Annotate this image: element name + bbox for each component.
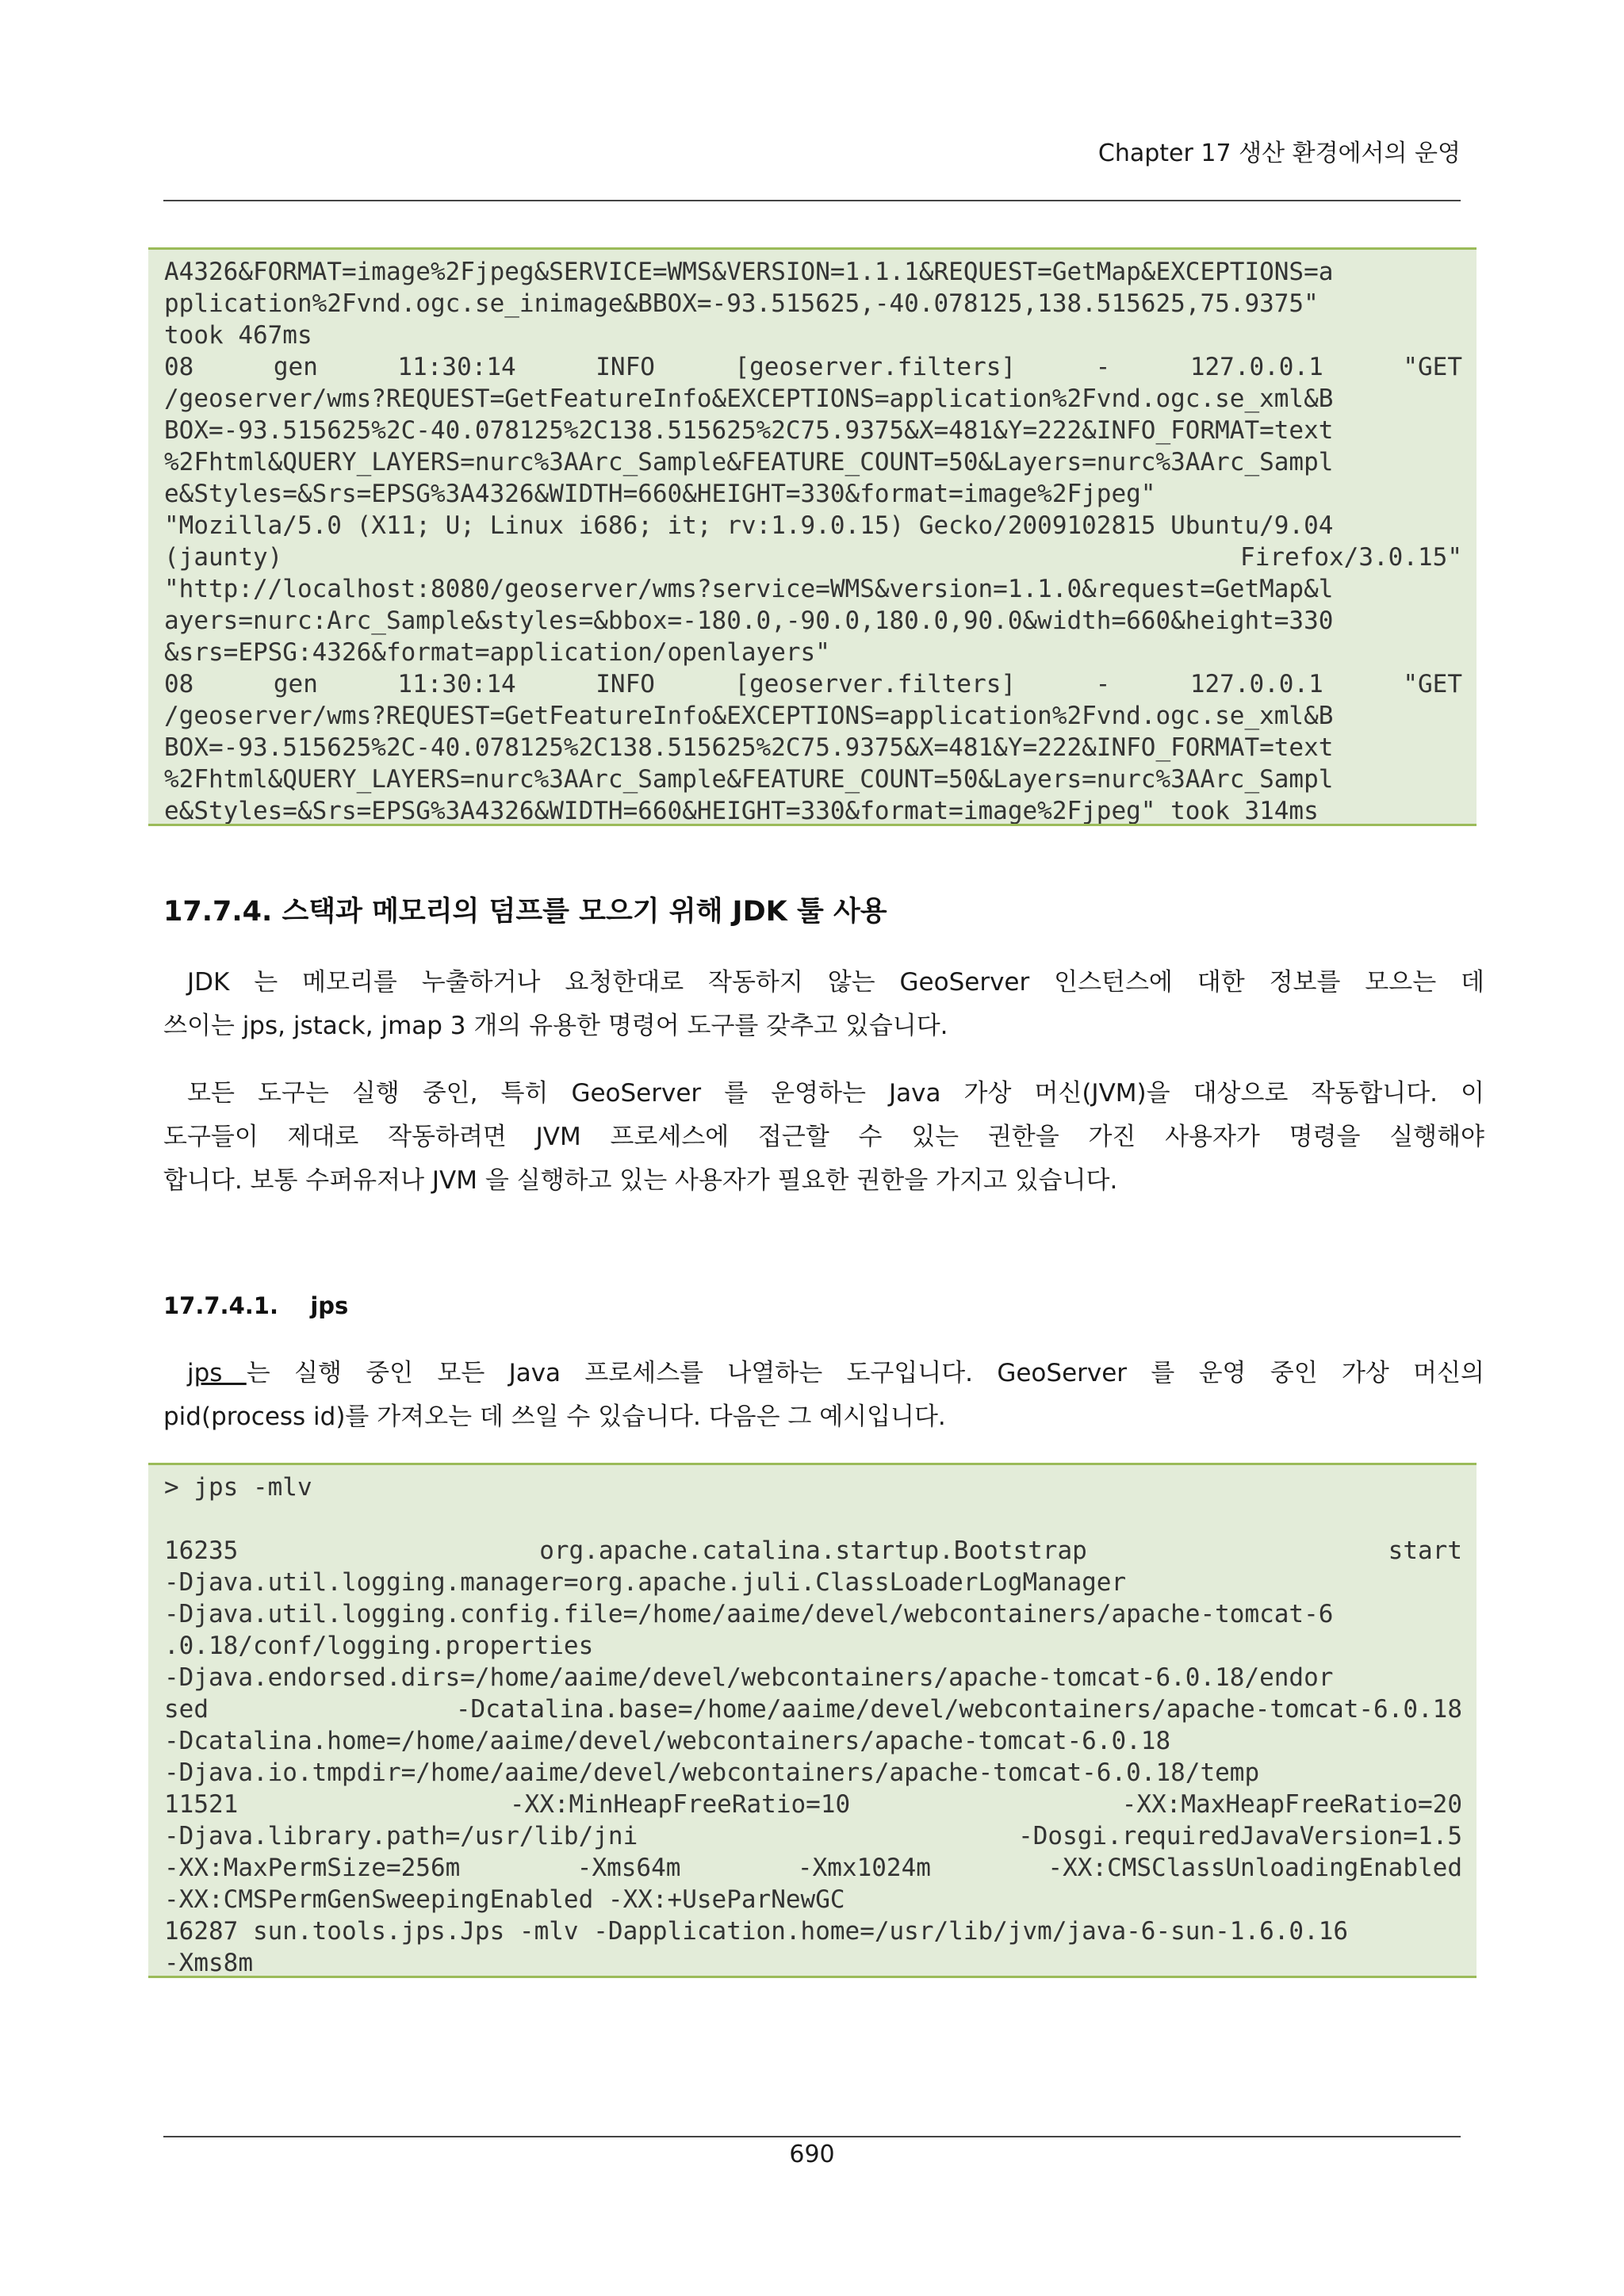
code-line: /geoserver/wms?REQUEST=GetFeatureInfo&EXCEPTIONS=application%2Fvnd.ogc.se_xml&B <box>164 702 1334 730</box>
code-line: -Xms8m <box>164 1949 253 1977</box>
jps-paragraph-text: 는 실행 중인 모든 Java 프로세스를 나열하는 도구입니다. GeoServer 를 운영 중인 가상 머신의 <box>246 1359 1485 1387</box>
code-line: %2Fhtml&QUERY_LAYERS=nurc%3AArc_Sample&FEATURE_COUNT=50&Layers=nurc%3AArc_Sampl <box>164 765 1334 794</box>
code-line <box>164 1503 1462 1535</box>
code-line: "Mozilla/5.0 (X11; U; Linux i686; it; rv:1.9.0.15) Gecko/2009102815 Ubuntu/9.04 <box>164 511 1334 540</box>
code-line: e&Styles=&Srs=EPSG%3A4326&WIDTH=660&HEIGHT=330&format=image%2Fjpeg" <box>164 480 1156 508</box>
paragraph-line: 모든 도구는 실행 중인, 특히 GeoServer 를 운영하는 Java 가상 머신(JVM)을 대상으로 작동합니다. 이 <box>187 1079 1484 1108</box>
running-header: Chapter 17 생산 환경에서의 운영 <box>1097 140 1461 167</box>
code-line: "http://localhost:8080/geoserver/wms?service=WMS&version=1.1.0&request=GetMap&l <box>164 575 1334 603</box>
code-line: -Djava.util.logging.manager=org.apache.juli.ClassLoaderLogManager <box>164 1568 1127 1597</box>
paragraph-line: 쓰이는 jps, jstack, jmap 3 개의 유용한 명령어 도구를 갖추고 있습니다. <box>163 1012 948 1040</box>
code-line: -Djava.util.logging.config.file=/home/aaime/devel/webcontainers/apache-tomcat-6 <box>164 1600 1334 1628</box>
subsection-heading: 17.7.4.1. jps <box>163 1292 349 1319</box>
code-line: /geoserver/wms?REQUEST=GetFeatureInfo&EXCEPTIONS=application%2Fvnd.ogc.se_xml&B <box>164 385 1334 413</box>
code-line: ayers=nurc:Arc_Sample&styles=&bbox=-180.0,-90.0,180.0,90.0&width=660&height=330 <box>164 607 1334 635</box>
header-rule <box>163 200 1461 201</box>
code-line: -XX:CMSPermGenSweepingEnabled -XX:+UseParNewGC <box>164 1885 845 1914</box>
code-line: -Djava.library.path=/usr/lib/jni -Dosgi.requiredJavaVersion=1.5 <box>164 1822 1462 1850</box>
paragraph-line: JDK 는 메모리를 누출하거나 요청한대로 작동하지 않는 GeoServer 인스턴스에 대한 정보를 모으는 데 <box>187 968 1484 997</box>
jps-paragraph-line: pid(process id)를 가져오는 데 쓰일 수 있습니다. 다음은 그 예시입니다. <box>163 1402 946 1431</box>
jps-paragraph-line <box>187 1352 1484 1395</box>
code-line: 16235 org.apache.catalina.startup.Bootstrap start <box>164 1536 1462 1565</box>
code-line: > jps -mlv <box>164 1473 312 1502</box>
code-line: 08 gen 11:30:14 INFO [geoserver.filters] - 127.0.0.1 "GET <box>164 670 1462 698</box>
code-line: &srs=EPSG:4326&format=application/openlayers" <box>164 638 830 667</box>
code-line: 16287 sun.tools.jps.Jps -mlv -Dapplication.home=/usr/lib/jvm/java-6-sun-1.6.0.16 <box>164 1917 1349 1946</box>
code-line: pplication%2Fvnd.ogc.se_inimage&BBOX=-93.515625,-40.078125,138.515625,75.9375" <box>164 289 1319 318</box>
code-line: A4326&FORMAT=image%2Fjpeg&SERVICE=WMS&VERSION=1.1.1&REQUEST=GetMap&EXCEPTIONS=a <box>164 258 1334 286</box>
code-line: -Djava.io.tmpdir=/home/aaime/devel/webcontainers/apache-tomcat-6.0.18/temp <box>164 1758 1260 1787</box>
code-line: -Dcatalina.home=/home/aaime/devel/webcontainers/apache-tomcat-6.0.18 <box>164 1727 1171 1755</box>
log-output-code-block <box>148 247 1477 826</box>
code-line: e&Styles=&Srs=EPSG%3A4326&WIDTH=660&HEIGHT=330&format=image%2Fjpeg" took 314ms <box>164 797 1319 825</box>
code-line: %2Fhtml&QUERY_LAYERS=nurc%3AArc_Sample&FEATURE_COUNT=50&Layers=nurc%3AArc_Sampl <box>164 448 1334 476</box>
code-line: took 467ms <box>164 321 312 350</box>
code-line: 08 gen 11:30:14 INFO [geoserver.filters] - 127.0.0.1 "GET <box>164 353 1462 381</box>
code-line: -Djava.endorsed.dirs=/home/aaime/devel/webcontainers/apache-tomcat-6.0.18/endor <box>164 1663 1334 1692</box>
section-heading: 17.7.4. 스택과 메모리의 덤프를 모으기 위해 JDK 툴 사용 <box>163 896 887 928</box>
code-line: 11521 -XX:MinHeapFreeRatio=10 -XX:MaxHeapFreeRatio=20 <box>164 1790 1462 1819</box>
code-line: BOX=-93.515625%2C-40.078125%2C138.515625%2C75.9375&X=481&Y=222&INFO_FORMAT=text <box>164 733 1334 762</box>
paragraph-line: 합니다. 보통 수퍼유저나 JVM 을 실행하고 있는 사용자가 필요한 권한을 가지고 있습니다. <box>163 1166 1118 1195</box>
code-line: (jaunty) Firefox/3.0.15" <box>164 543 1462 572</box>
tools-paragraph <box>163 1072 1484 1203</box>
code-line: .0.18/conf/logging.properties <box>164 1632 594 1660</box>
code-line: -XX:MaxPermSize=256m -Xms64m -Xmx1024m -XX:CMSClassUnloadingEnabled <box>164 1854 1462 1882</box>
page-number: 690 <box>789 2141 835 2168</box>
code-line: sed -Dcatalina.base=/home/aaime/devel/webcontainers/apache-tomcat-6.0.18 <box>164 1695 1462 1724</box>
footer-rule <box>163 2136 1461 2137</box>
paragraph-line: 도구들이 제대로 작동하려면 JVM 프로세스에 접근할 수 있는 권한을 가진 사용자가 명령을 실행해야 <box>163 1123 1484 1151</box>
jps-link[interactable]: jps <box>187 1359 247 1387</box>
jps-paragraph <box>163 1352 1484 1439</box>
code-line: BOX=-93.515625%2C-40.078125%2C138.515625%2C75.9375&X=481&Y=222&INFO_FORMAT=text <box>164 416 1334 445</box>
intro-paragraph <box>163 961 1484 1048</box>
jps-output-code-block <box>148 1463 1477 1978</box>
